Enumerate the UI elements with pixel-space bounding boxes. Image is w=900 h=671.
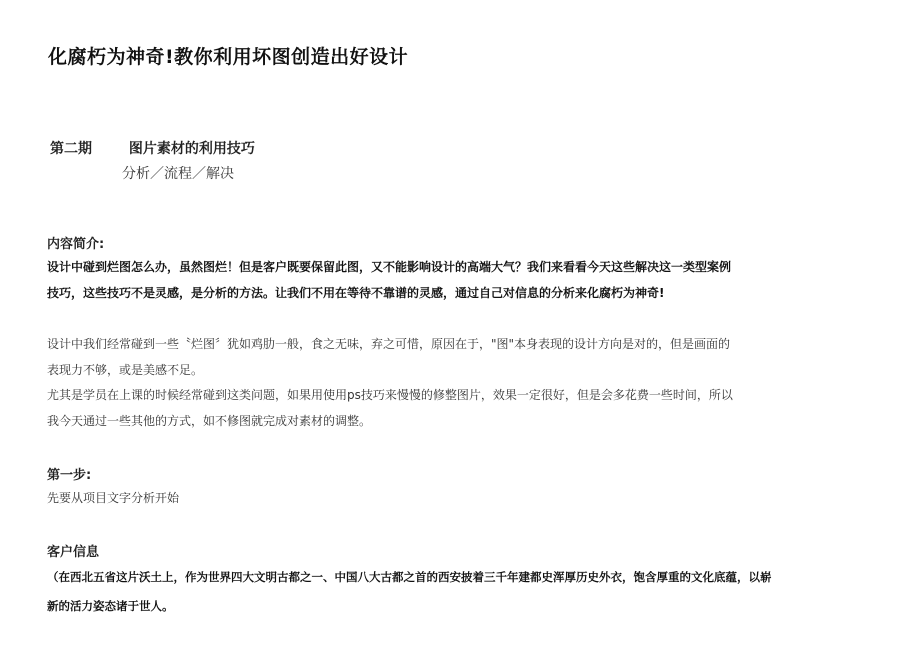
intro-label: 内容简介: bbox=[47, 237, 105, 252]
step1-label: 第一步: bbox=[47, 468, 92, 483]
step1-text bbox=[47, 486, 787, 512]
step1-line: 先要从项目文字分析开始 bbox=[47, 491, 180, 505]
body-line: 表现力不够，或是美感不足。 bbox=[47, 362, 204, 377]
body-line: 我今天通过一些其他的方式，如不修图就完成对素材的调整。 bbox=[47, 413, 372, 428]
intro-line: 技巧，这些技巧不是灵感，是分析的方法。让我们不用在等待不靠谱的灵感，通过自己对信息的分析来化腐朽为神奇! bbox=[47, 285, 665, 300]
intro-line: 设计中碰到烂图怎么办，虽然图烂！但是客户既要保留此图，又不能影响设计的高端大气？我们来看看今天这些解决这一类型案例 bbox=[47, 260, 732, 274]
page-title: 化腐朽为神奇!教你利用坏图创造出好设计 bbox=[48, 46, 409, 68]
issue-subtitle: 分析／流程／解决 bbox=[122, 166, 234, 182]
client-info-paragraph bbox=[47, 563, 787, 621]
client-info-line: 新的活力姿态诸于世人。 bbox=[47, 599, 174, 613]
issue-topic: 图片素材的利用技巧 bbox=[128, 141, 255, 157]
body-line: 设计中我们经常碰到一些〝烂图〞犹如鸡肋一般，食之无味，弃之可惜，原因在于，"图"本身表现的设计方向是对的，但是画面的 bbox=[47, 337, 731, 351]
intro-paragraph bbox=[47, 255, 787, 306]
body-line: 尤其是学员在上课的时候经常碰到这类问题，如果用使用ps技巧来慢慢的修整图片，效果一定很好，但是会多花费一些时间，所以 bbox=[47, 388, 733, 402]
issue-number: 第二期 bbox=[50, 141, 92, 157]
body-paragraph bbox=[47, 332, 787, 434]
client-info-line: （在西北五省这片沃土上，作为世界四大文明古都之一、中国八大古都之首的西安披着三千年建都史浑厚历史外衣，饱含厚重的文化底蕴，以崭 bbox=[47, 570, 772, 584]
client-info-label: 客户信息 bbox=[47, 545, 100, 560]
issue-heading bbox=[50, 138, 255, 158]
